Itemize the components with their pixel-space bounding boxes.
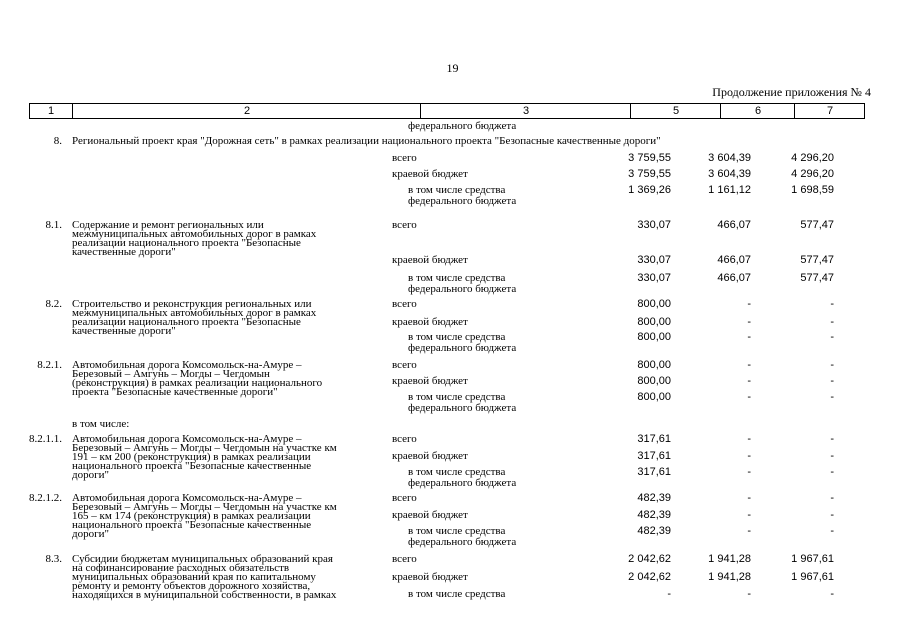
row-label: всего xyxy=(392,298,417,310)
header-col-5: 5 xyxy=(630,104,721,118)
value-col-7: - xyxy=(830,391,834,403)
continued-label: федерального бюджета xyxy=(408,120,517,132)
row-number: 8. xyxy=(53,135,62,147)
row-label: краевой бюджет xyxy=(392,509,468,521)
row-description: Автомобильная дорога Комсомольск-на-Амуре – xyxy=(72,359,302,371)
row-label: всего xyxy=(392,219,417,231)
row-description: реализации национального проекта "Безопасные xyxy=(72,316,301,328)
value-col-7: - xyxy=(830,298,834,310)
row-label: в том числе средства xyxy=(408,184,506,196)
value-col-5: 482,39 xyxy=(637,492,671,504)
appendix-note: Продолжение приложения № 4 xyxy=(712,85,871,99)
value-col-5: 482,39 xyxy=(637,509,671,521)
row-label-cont: федерального бюджета xyxy=(408,283,517,295)
row-description: дороги" xyxy=(72,528,109,540)
header-col-2: 2 xyxy=(72,104,421,118)
value-col-5: 800,00 xyxy=(637,298,671,310)
row-description: ремонту и ремонту объектов дорожного хозяйства, xyxy=(72,580,311,592)
value-col-6: - xyxy=(747,433,751,445)
row-description: 191 – км 200 (реконструкция) в рамках реализации xyxy=(72,451,311,463)
value-col-7: - xyxy=(830,359,834,371)
row-description: Субсидии бюджетам муниципальных образований края xyxy=(72,553,333,565)
row-label: всего xyxy=(392,492,417,504)
value-col-5: 3 759,55 xyxy=(628,168,671,180)
value-col-5: - xyxy=(667,588,671,600)
row-label-cont: федерального бюджета xyxy=(408,195,517,207)
header-col-6: 6 xyxy=(720,104,795,118)
value-col-5: 1 369,26 xyxy=(628,184,671,196)
row-label: краевой бюджет xyxy=(392,450,468,462)
row-description: национального проекта "Безопасные качественные xyxy=(72,460,312,472)
row-description: проекта "Безопасные качественные дороги" xyxy=(72,386,278,398)
row-description: национального проекта "Безопасные качественные xyxy=(72,519,312,531)
value-col-5: 317,61 xyxy=(637,433,671,445)
row-number: 8.1. xyxy=(45,219,62,231)
row-label: в том числе средства xyxy=(408,272,506,284)
row-description: 165 – км 174 (реконструкция) в рамках реализации xyxy=(72,510,311,522)
value-col-7: - xyxy=(830,509,834,521)
row-description: дороги" xyxy=(72,469,109,481)
value-col-7: 577,47 xyxy=(800,254,834,266)
value-col-6: - xyxy=(747,298,751,310)
including-label: в том числе: xyxy=(72,418,130,430)
header-col-3: 3 xyxy=(420,104,631,118)
value-col-5: 800,00 xyxy=(637,359,671,371)
value-col-6: 466,07 xyxy=(717,219,751,231)
value-col-7: - xyxy=(830,466,834,478)
value-col-6: 1 941,28 xyxy=(708,571,751,583)
page-number: 19 xyxy=(446,61,459,75)
value-col-5: 330,07 xyxy=(637,272,671,284)
row-label: всего xyxy=(392,433,417,445)
value-col-6: 1 941,28 xyxy=(708,553,751,565)
row-label: в том числе средства xyxy=(408,588,506,600)
value-col-6: 466,07 xyxy=(717,254,751,266)
value-col-6: - xyxy=(747,391,751,403)
row-description: Автомобильная дорога Комсомольск-на-Амуре – xyxy=(72,433,302,445)
value-col-6: - xyxy=(747,492,751,504)
row-label: краевой бюджет xyxy=(392,375,468,387)
row-description: межмуниципальных автомобильных дорог в рамках xyxy=(72,307,317,319)
value-col-6: - xyxy=(747,316,751,328)
row-description: Березовый – Амгунь – Могды – Чегдомын на участке км xyxy=(72,442,337,454)
value-col-6: - xyxy=(747,509,751,521)
row-label: всего xyxy=(392,152,417,164)
row-description: Березовый – Амгунь – Могды – Чегдомын на участке км xyxy=(72,501,337,513)
row-label: в том числе средства xyxy=(408,466,506,478)
row-label: краевой бюджет xyxy=(392,316,468,328)
value-col-7: 577,47 xyxy=(800,219,834,231)
value-col-7: - xyxy=(830,588,834,600)
row-description: Содержание и ремонт региональных или xyxy=(72,219,264,231)
value-col-7: - xyxy=(830,492,834,504)
value-col-5: 800,00 xyxy=(637,391,671,403)
value-col-5: 2 042,62 xyxy=(628,553,671,565)
row-label: краевой бюджет xyxy=(392,168,468,180)
row-label: всего xyxy=(392,359,417,371)
value-col-6: 3 604,39 xyxy=(708,152,751,164)
row-label-cont: федерального бюджета xyxy=(408,536,517,548)
value-col-5: 330,07 xyxy=(637,219,671,231)
value-col-6: 3 604,39 xyxy=(708,168,751,180)
row-label: всего xyxy=(392,553,417,565)
value-col-7: 4 296,20 xyxy=(791,168,834,180)
row-label: в том числе средства xyxy=(408,331,506,343)
row-label: в том числе средства xyxy=(408,525,506,537)
value-col-6: - xyxy=(747,331,751,343)
value-col-6: 1 161,12 xyxy=(708,184,751,196)
value-col-6: - xyxy=(747,466,751,478)
row-description: муниципальных образований края по капитальному xyxy=(72,571,316,583)
header-col-7: 7 xyxy=(794,104,865,118)
row-label-cont: федерального бюджета xyxy=(408,402,517,414)
value-col-5: 800,00 xyxy=(637,331,671,343)
value-col-7: 577,47 xyxy=(800,272,834,284)
table-header xyxy=(29,103,865,119)
row-number: 8.2.1. xyxy=(37,359,62,371)
value-col-5: 317,61 xyxy=(637,466,671,478)
value-col-7: 1 967,61 xyxy=(791,553,834,565)
value-col-7: 1 698,59 xyxy=(791,184,834,196)
row-description: (реконструкция) в рамках реализации национального xyxy=(72,377,323,389)
value-col-6: 466,07 xyxy=(717,272,751,284)
row-description: Автомобильная дорога Комсомольск-на-Амуре – xyxy=(72,492,302,504)
row-description: качественные дороги" xyxy=(72,325,176,337)
value-col-7: 1 967,61 xyxy=(791,571,834,583)
value-col-7: - xyxy=(830,316,834,328)
value-col-7: 4 296,20 xyxy=(791,152,834,164)
value-col-5: 482,39 xyxy=(637,525,671,537)
value-col-7: - xyxy=(830,525,834,537)
value-col-6: - xyxy=(747,525,751,537)
row-label: в том числе средства xyxy=(408,391,506,403)
section-title: Региональный проект края "Дорожная сеть" в рамках реализации национального проекта "Безопасные качественные дороги" xyxy=(72,135,661,147)
value-col-5: 800,00 xyxy=(637,316,671,328)
value-col-7: - xyxy=(830,375,834,387)
row-description: Березовый – Амгунь – Могды – Чегдомын xyxy=(72,368,270,380)
row-description: находящихся в муниципальной собственности, в рамках xyxy=(72,589,337,601)
row-description: межмуниципальных автомобильных дорог в рамках xyxy=(72,228,317,240)
row-description: Строительство и реконструкция региональных или xyxy=(72,298,312,310)
row-number: 8.2. xyxy=(45,298,62,310)
value-col-5: 800,00 xyxy=(637,375,671,387)
value-col-6: - xyxy=(747,359,751,371)
row-number: 8.2.1.2. xyxy=(29,492,62,504)
value-col-5: 330,07 xyxy=(637,254,671,266)
value-col-6: - xyxy=(747,375,751,387)
value-col-6: - xyxy=(747,450,751,462)
row-description: качественные дороги" xyxy=(72,246,176,258)
value-col-7: - xyxy=(830,331,834,343)
value-col-7: - xyxy=(830,450,834,462)
row-number: 8.2.1.1. xyxy=(29,433,62,445)
value-col-5: 2 042,62 xyxy=(628,571,671,583)
value-col-5: 317,61 xyxy=(637,450,671,462)
row-description: на софинансирование расходных обязательств xyxy=(72,562,290,574)
row-description: реализации национального проекта "Безопасные xyxy=(72,237,301,249)
value-col-7: - xyxy=(830,433,834,445)
row-label: краевой бюджет xyxy=(392,571,468,583)
row-number: 8.3. xyxy=(45,553,62,565)
row-label: краевой бюджет xyxy=(392,254,468,266)
row-label-cont: федерального бюджета xyxy=(408,477,517,489)
value-col-6: - xyxy=(747,588,751,600)
row-label-cont: федерального бюджета xyxy=(408,342,517,354)
value-col-5: 3 759,55 xyxy=(628,152,671,164)
header-col-1: 1 xyxy=(47,105,55,117)
